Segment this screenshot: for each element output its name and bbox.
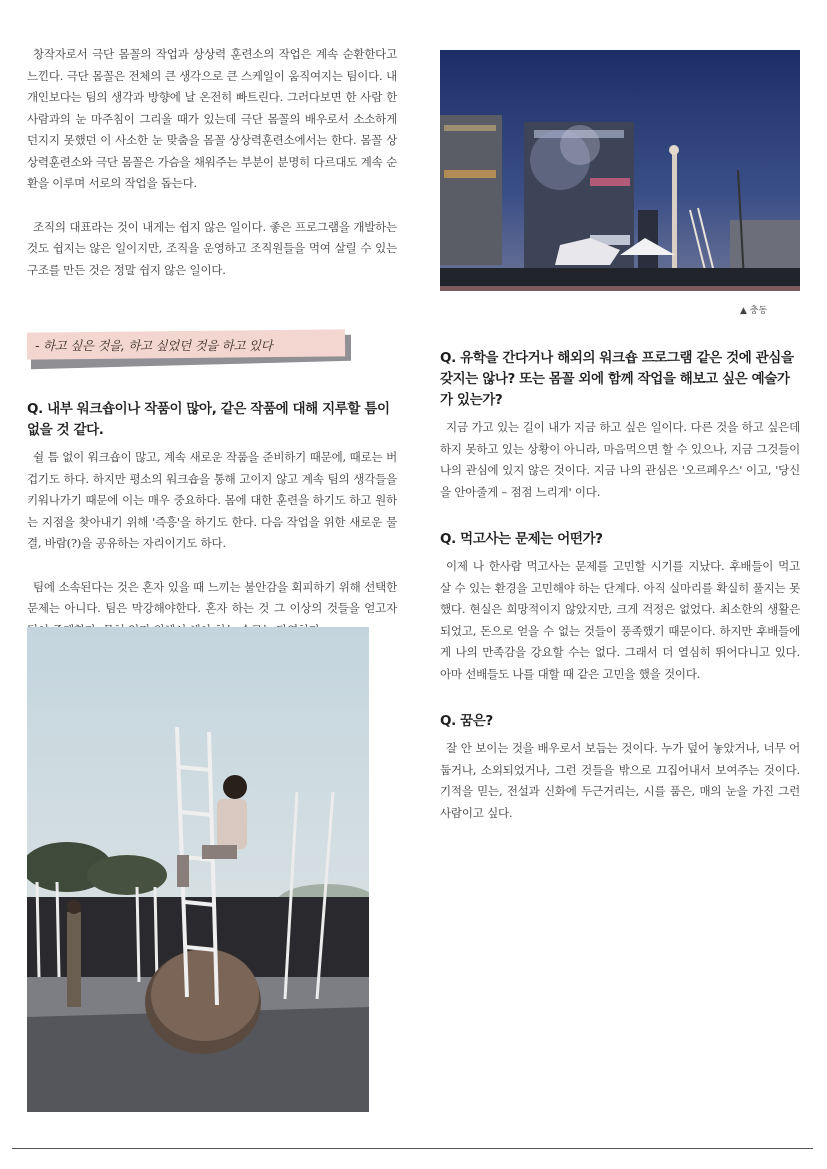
question-1: Q. 내부 워크숍이나 작품이 많아, 같은 작품에 대해 지루할 틈이 없을 것 같다. (27, 401, 390, 438)
right-column (440, 348, 800, 824)
performance-photo-night (440, 50, 800, 291)
banner-text: - 하고 싶은 것을, 하고 싶었던 것을 하고 있다 (35, 338, 273, 353)
question-2: Q. 유학을 간다거나 해외의 워크숍 프로그램 같은 것에 관심을 갖지는 않나? 또는 몸꼴 외에 함께 작업을 해보고 싶은 예술가가 있는가? (440, 350, 794, 408)
photo-caption: ▲ 충동 (740, 306, 768, 316)
answer-1-paragraph-2: 팀에 소속된다는 것은 혼자 있을 때 느끼는 불안감을 회피하기 위해 선택한 문제는 아니다. 팀은 막강해야한다. 혼자 하는 것 그 이상의 것들을 얻고자 (27, 579, 397, 615)
intro-paragraph-2: 조직의 대표라는 것이 내게는 쉽지 않은 일이다. 좋은 프로그램을 개발하는 것도 쉽지는 않은 일이지만, 조직을 운영하고 조직원들을 먹여 살릴 수 있는 구조를 만든 것은 정말 쉽지 않은 일이다. (27, 219, 397, 277)
footer-rule (12, 1148, 813, 1149)
intro-paragraph-1: 창작자로서 극단 몸꼴의 작업과 상상력 훈련소의 작업은 계속 순환한다고 느낀다. 극단 몸꼴은 전체의 큰 생각으로 큰 스케일이 움직여지는 팀이다. 내 개인보다는 팀의 생각과 방향에 날 온전히 빠트린다. 그러다보면 한 사람 한사람과의 눈 마주침이 그리울 때가 있는데 극단 몸꼴의 배우로서 소소하게 던지지 못했던 이 사소한 눈 맞춤을 몸꼴 상상력훈련소에서는 한다. 몸꼴 상상력훈련소와 극단 몸꼴은 가슴을 채워주는 부분이 분명히 다르대도 계속 순환을 이루며 서로의 작업을 돕는다. (27, 47, 397, 190)
ladder-scene-illustration (27, 627, 369, 1112)
answer-2: 지금 가고 있는 길이 내가 지금 하고 싶은 일이다. 다른 것을 하고 싶은데 하지 못하고 있는 상황이 아니라, 마음먹으면 할 수 있으나, 지금 그것들이 나의 관심에 있지 않은 것이다. 지금 나의 관심은 '오르페우스' 이고, '당신을 안아줄게 – 점점 느리게' 이다. (440, 420, 800, 499)
question-4: Q. 꿈은? (440, 713, 493, 729)
night-scene-illustration (440, 50, 800, 291)
left-column (27, 44, 397, 641)
answer-3: 이제 나 한사람 먹고사는 문제를 고민할 시기를 지났다. 후배들이 먹고 살 수 있는 환경을 고민해야 하는 단계다. 아직 실마리를 확실히 풀지는 못했다. 현실은 희망적이지 않았지만, 크게 걱정은 없었다. 최소한의 생활은 되었고, 돈으로 얻을 수 없는 것들이 풍족했기 때문이다. 하지만 후배들에게 나의 만족감을 강요할 수는 없다. 그래서 더 열심히 뛰어다니고 있다. 아마 선배들도 나를 대할 때 같은 고민을 했을 것이다. (440, 559, 800, 681)
answer-1-paragraph-1: 쉴 틈 없이 워크숍이 많고, 계속 새로운 작품을 준비하기 때문에, 때로는 버겁기도 하다. 하지만 평소의 워크숍을 통해 고이지 않고 계속 팀의 생각들을 키워나가기 때문에 이는 매우 중요하다. 몸에 대한 훈련을 하기도 하고 원하는 지점을 찾아내기 위해 '즉흥'을 하기도 한다. 다음 작업을 위한 새로운 물결, 바람(?)을 공유하는 자리이기도 하다. (27, 450, 397, 550)
answer-4: 잘 안 보이는 것을 배우로서 보듬는 것이다. 누가 덮어 놓았거나, 너무 어둡거나, 소외되었거나, 그런 것들을 밖으로 끄집어내서 보여주는 것이다. 기적을 믿는, 전설과 신화에 두근거리는, 시를 품은, 매의 눈을 가진 그런 사람이고 싶다. (440, 741, 800, 820)
performance-photo-ladder (27, 627, 369, 1112)
question-3: Q. 먹고사는 문제는 어떤가? (440, 531, 603, 547)
section-banner (27, 329, 357, 369)
